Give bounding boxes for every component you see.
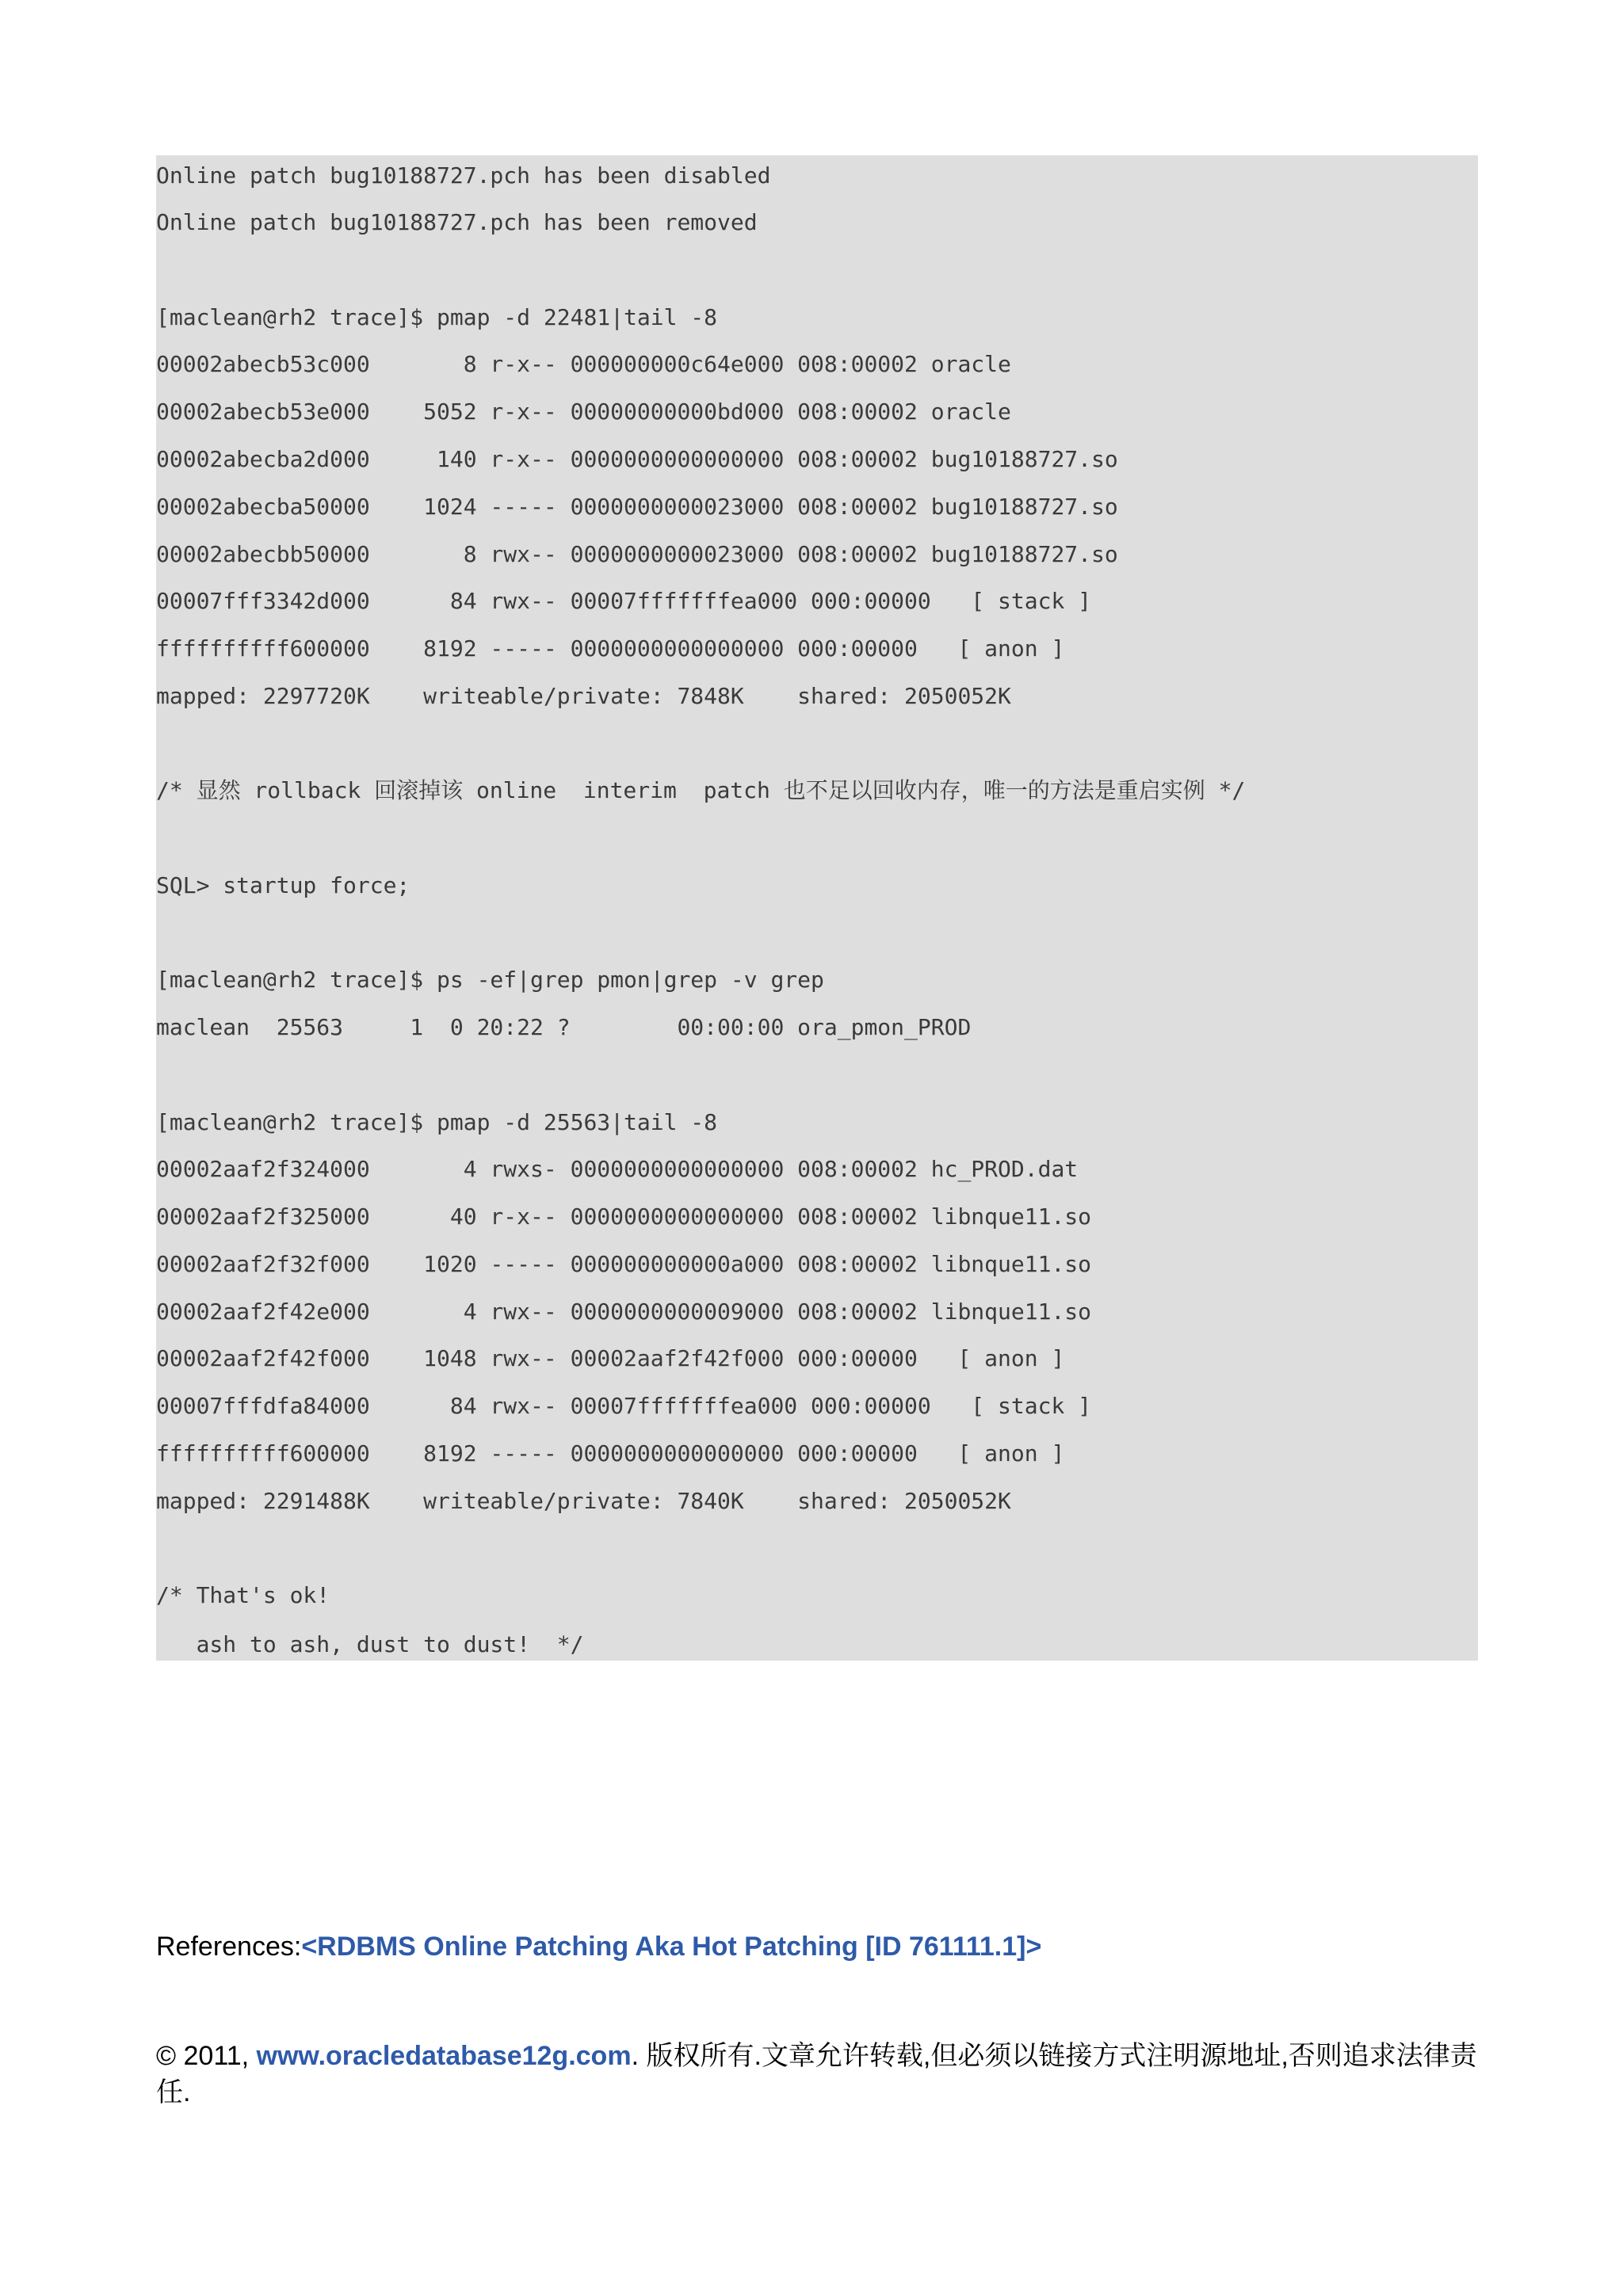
code-line: mapped: 2297720K writeable/private: 7848K shared: 2050052K bbox=[156, 683, 1011, 709]
references-label: References: bbox=[156, 1932, 302, 1962]
code-line: 00002aaf2f324000 4 rwxs- 0000000000000000 008:00002 hc_PROD.dat bbox=[156, 1156, 1079, 1182]
code-line: [maclean@rh2 trace]$ ps -ef|grep pmon|grep -v grep bbox=[156, 967, 824, 993]
code-line: 00002abecb53e000 5052 r-x-- 00000000000bd000 008:00002 oracle bbox=[156, 399, 1011, 425]
code-line: 00002abecbb50000 8 rwx-- 0000000000023000 008:00002 bug10188727.so bbox=[156, 541, 1118, 567]
copyright-notice bbox=[156, 2038, 1480, 2111]
copyright-suffix: . 版权所有.文章允许转载,但必须以链接方式注明源地址,否则追求法律责任. bbox=[156, 2041, 1477, 2107]
code-line: 00002abecb53c000 8 r-x-- 000000000c64e000 008:00002 oracle bbox=[156, 351, 1011, 377]
copyright-prefix: © 2011, bbox=[156, 2041, 257, 2071]
code-line: /* That's ok! bbox=[156, 1582, 330, 1608]
code-line: ash to ash, dust to dust! */ bbox=[156, 1631, 584, 1657]
code-line: 00002aaf2f42e000 4 rwx-- 0000000000009000 008:00002 libnque11.so bbox=[156, 1299, 1092, 1325]
code-line: 00007fff3342d000 84 rwx-- 00007fffffffea000 000:00000 [ stack ] bbox=[156, 588, 1092, 614]
code-line: 00007fffdfa84000 84 rwx-- 00007fffffffea000 000:00000 [ stack ] bbox=[156, 1393, 1092, 1419]
code-line: maclean 25563 1 0 20:22 ? 00:00:00 ora_pmon_PROD bbox=[156, 1014, 972, 1040]
code-line: [maclean@rh2 trace]$ pmap -d 25563|tail -8 bbox=[156, 1109, 718, 1135]
site-link[interactable]: www.oracledatabase12g.com bbox=[256, 2041, 632, 2071]
code-line: Online patch bug10188727.pch has been removed bbox=[156, 209, 758, 235]
code-line: 00002aaf2f42f000 1048 rwx-- 00002aaf2f42f000 000:00000 [ anon ] bbox=[156, 1345, 1065, 1371]
code-block bbox=[156, 155, 1478, 1661]
code-line: /* 显然 rollback 回滚掉该 online interim patch 也不足以回收内存，唯一的方法是重启实例 */ bbox=[156, 777, 1246, 803]
code-line: Online patch bug10188727.pch has been disabled bbox=[156, 162, 771, 189]
code-line: 00002aaf2f32f000 1020 ----- 000000000000a000 008:00002 libnque11.so bbox=[156, 1251, 1092, 1277]
code-line: 00002abecba2d000 140 r-x-- 0000000000000000 008:00002 bug10188727.so bbox=[156, 446, 1118, 472]
references-link[interactable]: <RDBMS Online Patching Aka Hot Patching [ID 761111.1]> bbox=[301, 1932, 1042, 1962]
code-line: mapped: 2291488K writeable/private: 7840K shared: 2050052K bbox=[156, 1488, 1011, 1514]
code-line: ffffffffff600000 8192 ----- 0000000000000000 000:00000 [ anon ] bbox=[156, 635, 1065, 662]
references-line bbox=[156, 1932, 1041, 1962]
code-line: ffffffffff600000 8192 ----- 0000000000000000 000:00000 [ anon ] bbox=[156, 1440, 1065, 1466]
code-line: SQL> startup force; bbox=[156, 872, 411, 898]
code-line: [maclean@rh2 trace]$ pmap -d 22481|tail -8 bbox=[156, 304, 718, 330]
code-line: 00002aaf2f325000 40 r-x-- 0000000000000000 008:00002 libnque11.so bbox=[156, 1203, 1092, 1230]
code-line: 00002abecba50000 1024 ----- 0000000000023000 008:00002 bug10188727.so bbox=[156, 494, 1118, 520]
